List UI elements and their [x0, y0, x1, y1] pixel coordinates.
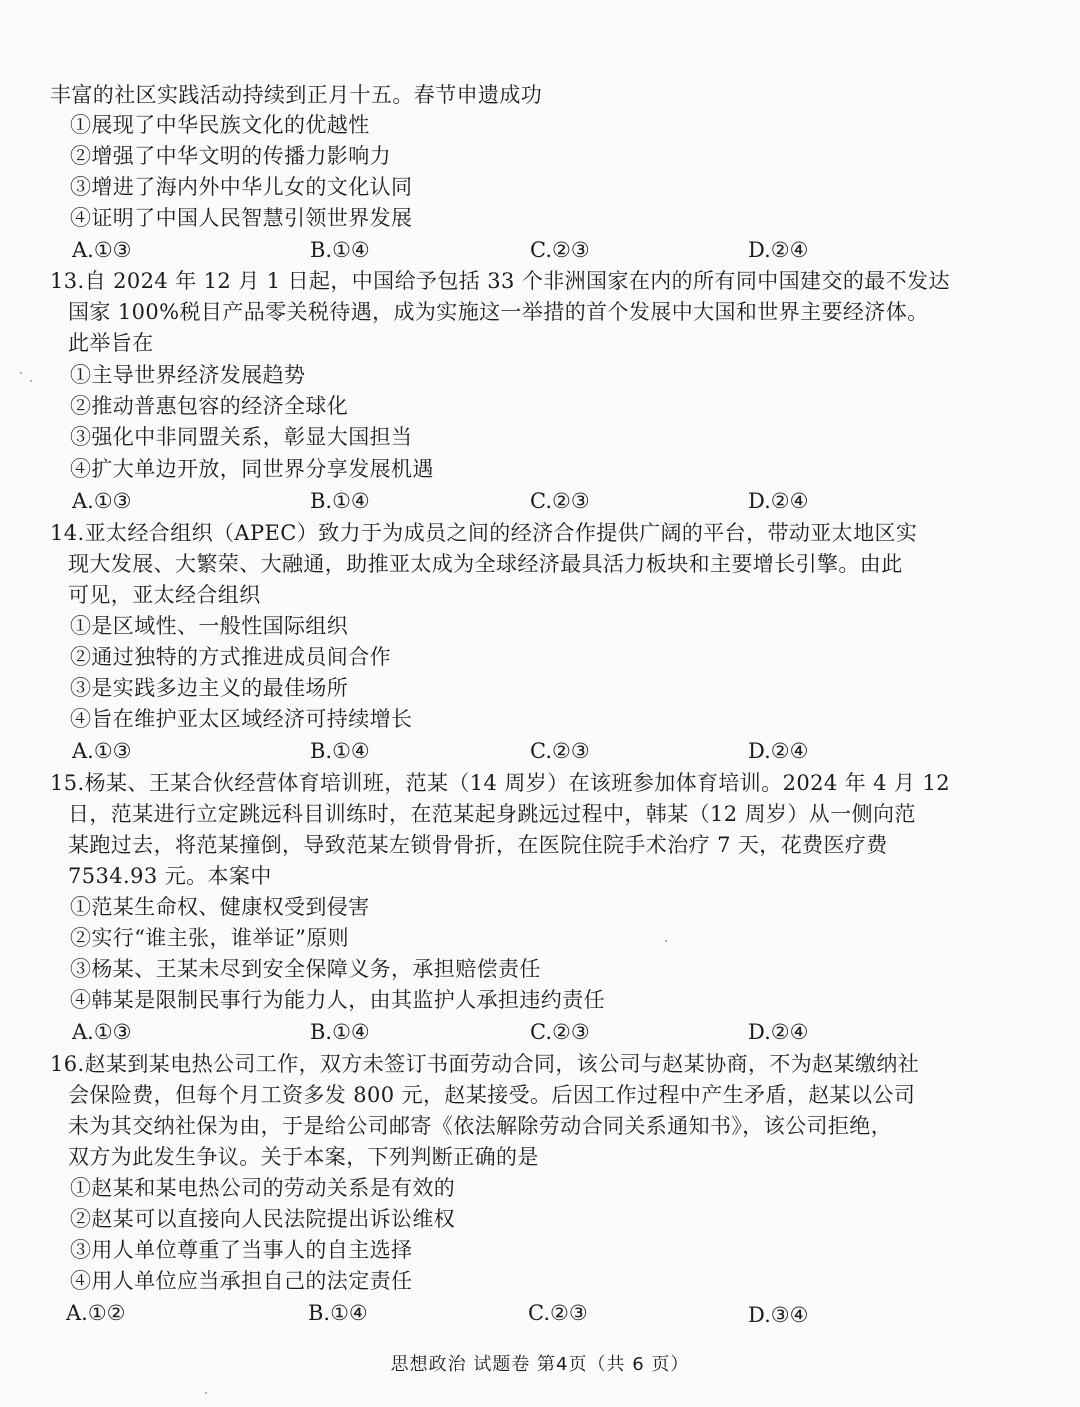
q14-statement-3: ③是实践多边主义的最佳场所: [70, 676, 349, 700]
q13-option-a[interactable]: A.①③: [72, 489, 132, 513]
q12-option-c[interactable]: C.②③: [530, 238, 590, 262]
q16-option-d[interactable]: D.③④: [748, 1303, 809, 1327]
q13-option-c[interactable]: C.②③: [530, 489, 590, 513]
q16-statement-4: ④用人单位应当承担自己的法定责任: [70, 1269, 413, 1293]
q14-stem-line-1: 14.亚太经合组织（APEC）致力于为成员之间的经济合作提供广阔的平台，带动亚太地区实: [50, 521, 918, 545]
q15-stem-line-2: 日，范某进行立定跳远科目训练时，在范某起身跳远过程中，韩某（12 周岁）从一侧向范: [68, 802, 916, 826]
q14-stem-line-2: 现大发展、大繁荣、大融通，助推亚太成为全球经济最具活力板块和主要增长引擎。由此: [68, 552, 903, 576]
q13-stem-line-3: 此举旨在: [68, 331, 154, 355]
q13-stem-line-2: 国家 100%税目产品零关税待遇，成为实施这一举措的首个发展中大国和世界主要经济体。: [68, 300, 929, 324]
q14-statement-4: ④旨在维护亚太区域经济可持续增长: [70, 707, 413, 731]
q13-statement-3: ③强化中非同盟关系，彰显大国担当: [70, 425, 413, 449]
q15-option-b[interactable]: B.①④: [310, 1020, 370, 1044]
q14-statement-2: ②通过独特的方式推进成员间合作: [70, 645, 391, 669]
q16-option-c[interactable]: C.②③: [528, 1301, 588, 1325]
q15-option-c[interactable]: C.②③: [530, 1020, 590, 1044]
q13-statement-4: ④扩大单边开放，同世界分享发展机遇: [70, 457, 434, 481]
q14-statement-1: ①是区域性、一般性国际组织: [70, 614, 349, 638]
scan-speck: [665, 940, 667, 942]
scan-speck: [205, 1392, 207, 1394]
q12-option-d[interactable]: D.②④: [748, 238, 809, 262]
q15-stem-line-3: 某跑过去，将范某撞倒，导致范某左锁骨骨折，在医院住院手术治疗 7 天，花费医疗费: [68, 833, 888, 857]
q12-option-a[interactable]: A.①③: [72, 238, 132, 262]
q16-stem-line-1: 16.赵某到某电热公司工作，双方未签订书面劳动合同，该公司与赵某协商，不为赵某缴纳社: [50, 1052, 920, 1076]
q15-statement-3: ③杨某、王某未尽到安全保障义务，承担赔偿责任: [70, 957, 541, 981]
q16-statement-3: ③用人单位尊重了当事人的自主选择: [70, 1238, 413, 1262]
q14-option-d[interactable]: D.②④: [748, 739, 809, 763]
q14-option-c[interactable]: C.②③: [530, 739, 590, 763]
q12-statement-4: ④证明了中国人民智慧引领世界发展: [70, 206, 413, 230]
q16-statement-2: ②赵某可以直接向人民法院提出诉讼维权: [70, 1207, 456, 1231]
q15-stem-line-1: 15.杨某、王某合伙经营体育培训班，范某（14 周岁）在该班参加体育培训。2024 年 4 月 12: [50, 771, 951, 795]
q14-stem-line-3: 可见，亚太经合组织: [68, 583, 261, 607]
q13-option-b[interactable]: B.①④: [310, 489, 370, 513]
q16-stem-line-3: 未为其交纳社保为由，于是给公司邮寄《依法解除劳动合同关系通知书》，该公司拒绝，: [68, 1114, 893, 1138]
q13-stem-line-1: 13.自 2024 年 12 月 1 日起，中国给予包括 33 个非洲国家在内的所有同中国建交的最不发达: [50, 269, 950, 293]
q12-option-b[interactable]: B.①④: [310, 238, 370, 262]
q15-stem-line-4: 7534.93 元。本案中: [68, 864, 272, 888]
page-footer: 思想政治 试题卷 第4页（共 6 页）: [390, 1354, 690, 1375]
q16-stem-line-4: 双方为此发生争议。关于本案，下列判断正确的是: [68, 1145, 539, 1169]
q15-statement-2: ②实行“谁主张，谁举证”原则: [70, 926, 350, 950]
q12-statement-3: ③增进了海内外中华儿女的文化认同: [70, 175, 413, 199]
q12-stem-tail: 丰富的社区实践活动持续到正月十五。春节申遗成功: [50, 83, 543, 107]
q12-statement-2: ②增强了中华文明的传播力影响力: [70, 144, 391, 168]
q15-statement-1: ①范某生命权、健康权受到侵害: [70, 895, 370, 919]
q16-stem-line-2: 会保险费，但每个月工资多发 800 元，赵某接受。后因工作过程中产生矛盾，赵某以公司: [68, 1083, 916, 1107]
q13-statement-2: ②推动普惠包容的经济全球化: [70, 394, 349, 418]
q13-statement-1: ①主导世界经济发展趋势: [70, 363, 306, 387]
q14-option-b[interactable]: B.①④: [310, 739, 370, 763]
q12-statement-1: ①展现了中华民族文化的优越性: [70, 113, 370, 137]
q15-option-d[interactable]: D.②④: [748, 1020, 809, 1044]
q16-statement-1: ①赵某和某电热公司的劳动关系是有效的: [70, 1176, 456, 1200]
q15-statement-4: ④韩某是限制民事行为能力人，由其监护人承担违约责任: [70, 988, 605, 1012]
q16-option-b[interactable]: B.①④: [308, 1301, 368, 1325]
q15-option-a[interactable]: A.①③: [72, 1020, 132, 1044]
scan-speck: [20, 372, 22, 374]
scan-speck: [30, 380, 32, 382]
q14-option-a[interactable]: A.①③: [72, 739, 132, 763]
q13-option-d[interactable]: D.②④: [748, 489, 809, 513]
q16-option-a[interactable]: A.①②: [66, 1301, 126, 1325]
